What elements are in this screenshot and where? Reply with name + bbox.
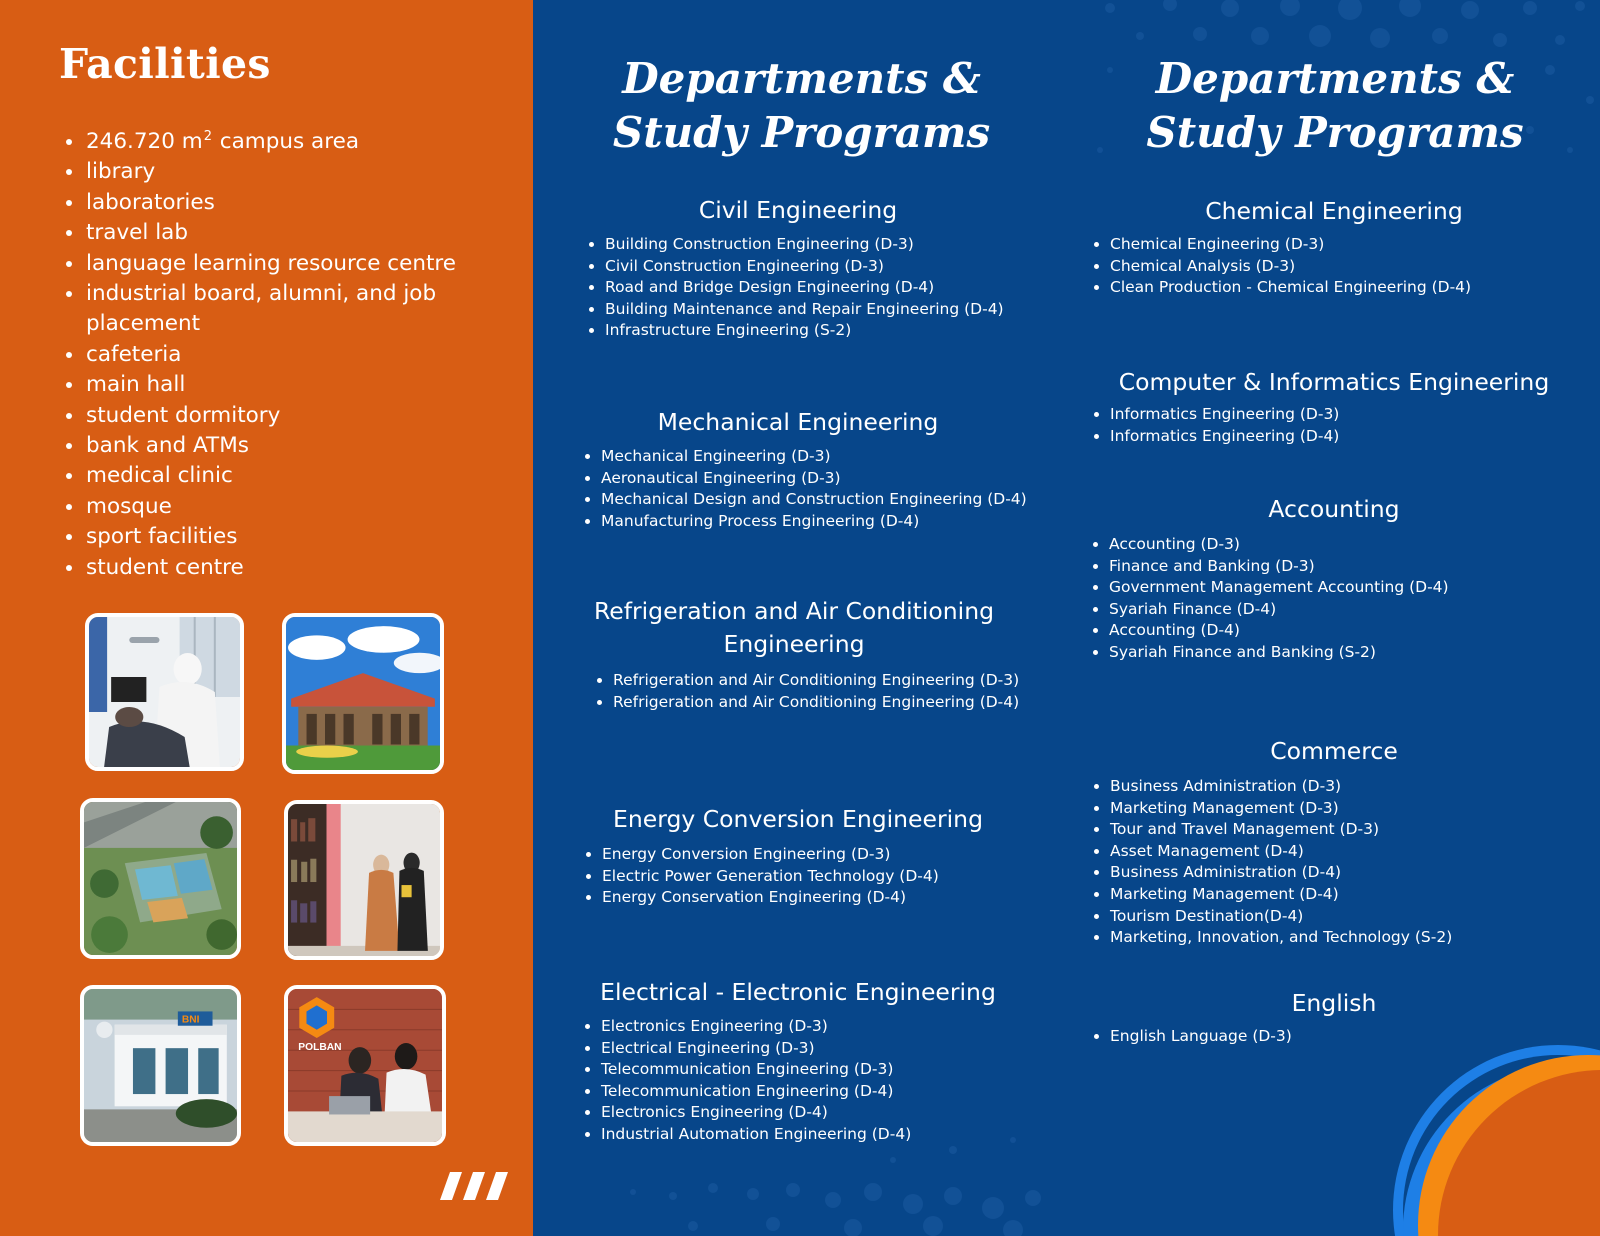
photo-bank-atm [80, 985, 241, 1146]
program-item: • Refrigeration and Air Conditioning Engineering (D-3) [613, 670, 1010, 692]
facility-item: • mosque [85, 492, 515, 522]
program-item: • Electronics Engineering (D-3) [601, 1016, 1048, 1038]
program-list [585, 234, 1048, 342]
program-item: • Electrical Engineering (D-3) [601, 1038, 1048, 1060]
departments-panel-1 [533, 0, 1070, 1236]
dept-english [1084, 987, 1584, 1048]
program-item: • Mechanical Design and Construction Engineering (D-4) [601, 489, 1048, 511]
dept-refrigeration-ac [578, 595, 1020, 713]
program-item: • Road and Bridge Design Engineering (D-4) [605, 277, 1048, 299]
program-item: • Marketing Management (D-3) [1110, 798, 1584, 820]
program-list [1090, 404, 1584, 447]
dept-electrical-electronic [548, 976, 1048, 1146]
facility-item: • language learning resource centre [85, 249, 515, 279]
dept-commerce [1084, 735, 1584, 949]
dept-heading: Civil Engineering [698, 196, 898, 224]
facility-item [85, 127, 515, 157]
facility-item: • industrial board, alumni, and job placement [85, 279, 515, 340]
dept-heading: Energy Conversion Engineering [613, 805, 983, 833]
program-item: • Telecommunication Engineering (D-3) [601, 1059, 1048, 1081]
program-item: • Syariah Finance (D-4) [1109, 599, 1584, 621]
facility-item: • student dormitory [85, 401, 515, 431]
dept-civil-engineering [548, 194, 1048, 342]
photo-sport-facilities [80, 798, 241, 959]
dept-accounting [1084, 493, 1584, 664]
program-item: • Tourism Destination(D-4) [1110, 906, 1584, 928]
facilities-list [60, 127, 515, 583]
facility-item: • main hall [85, 370, 515, 400]
title-line-2: Study Programs [612, 108, 991, 157]
program-item: • Energy Conservation Engineering (D-4) [602, 887, 1048, 909]
program-item: • Building Maintenance and Repair Engineering (D-4) [605, 299, 1048, 321]
departments-title-1 [533, 52, 1070, 160]
program-item: • Finance and Banking (D-3) [1109, 556, 1584, 578]
corner-circles-icon [1388, 1040, 1600, 1236]
dept-chemical-engineering [1084, 195, 1584, 299]
dept-heading: Mechanical Engineering [657, 408, 939, 436]
facility-item: • library [85, 157, 515, 187]
program-item: • Syariah Finance and Banking (S-2) [1109, 642, 1584, 664]
program-item: • Accounting (D-3) [1109, 534, 1584, 556]
facilities-title: Facilities [59, 40, 271, 88]
dept-heading: Refrigeration and Air Conditioning Engineering [593, 597, 995, 658]
dept-heading: Commerce [1270, 737, 1398, 765]
program-item: • Industrial Automation Engineering (D-4) [601, 1124, 1048, 1146]
program-item: • Chemical Engineering (D-3) [1110, 234, 1584, 256]
photo-main-hall [282, 613, 444, 774]
facility-item: • cafeteria [85, 340, 515, 370]
dept-heading: Accounting [1268, 495, 1400, 523]
program-item: • Tour and Travel Management (D-3) [1110, 819, 1584, 841]
program-item: • Business Administration (D-4) [1110, 862, 1584, 884]
facility-item: • medical clinic [85, 461, 515, 491]
program-item: • Aeronautical Engineering (D-3) [601, 468, 1048, 490]
dept-energy-conversion [548, 803, 1048, 909]
dept-mechanical-engineering [548, 406, 1048, 532]
facility-item: • laboratories [85, 188, 515, 218]
program-item: • Clean Production - Chemical Engineering (D-4) [1110, 277, 1584, 299]
program-item: • Informatics Engineering (D-3) [1110, 404, 1584, 426]
bni-sign-text: BNI [181, 1014, 200, 1026]
program-list [581, 1016, 1048, 1146]
program-item: • Manufacturing Process Engineering (D-4) [601, 511, 1048, 533]
program-list [593, 670, 1020, 713]
program-item: • Informatics Engineering (D-4) [1110, 426, 1584, 448]
campus-area-exponent: 2 [203, 129, 212, 144]
program-item: • Accounting (D-4) [1109, 620, 1584, 642]
program-item: • Energy Conversion Engineering (D-3) [602, 844, 1048, 866]
facility-item: • sport facilities [85, 522, 515, 552]
program-list [581, 446, 1048, 532]
title-line-1: Departments & [1155, 54, 1515, 103]
program-item: • Marketing, Innovation, and Technology (S-2) [1110, 927, 1584, 949]
photo-student-centre [284, 985, 446, 1146]
facility-item: • student centre [85, 553, 515, 583]
title-line-1: Departments & [622, 54, 981, 103]
dept-heading: English [1291, 989, 1377, 1017]
program-list [1090, 234, 1584, 299]
program-item: • Infrastructure Engineering (S-2) [605, 320, 1048, 342]
program-item: • Chemical Analysis (D-3) [1110, 256, 1584, 278]
photo-library [284, 800, 444, 960]
program-item: • Refrigeration and Air Conditioning Engineering (D-4) [613, 692, 1010, 714]
facility-item: • bank and ATMs [85, 431, 515, 461]
departments-title-2 [1070, 52, 1600, 160]
program-list [1090, 776, 1584, 949]
campus-area-value: 246.720 m [86, 129, 203, 154]
program-item: • Civil Construction Engineering (D-3) [605, 256, 1048, 278]
campus-area-suffix: campus area [212, 129, 359, 154]
program-item: • English Language (D-3) [1110, 1026, 1584, 1048]
dept-computer-informatics [1084, 366, 1584, 447]
program-item: • Asset Management (D-4) [1110, 841, 1584, 863]
program-item: • Business Administration (D-3) [1110, 776, 1584, 798]
dept-heading: Computer & Informatics Engineering [1118, 368, 1550, 396]
program-item: • Telecommunication Engineering (D-4) [601, 1081, 1048, 1103]
program-list [582, 844, 1048, 909]
program-item: • Government Management Accounting (D-4) [1109, 577, 1584, 599]
title-line-2: Study Programs [1146, 108, 1524, 157]
program-item: • Marketing Management (D-4) [1110, 884, 1584, 906]
program-item: • Building Construction Engineering (D-3) [605, 234, 1048, 256]
program-list [1089, 534, 1584, 664]
slash-mark-icon [440, 1172, 510, 1202]
dept-heading: Electrical - Electronic Engineering [600, 978, 996, 1006]
dept-heading: Chemical Engineering [1205, 197, 1463, 225]
facilities-panel [0, 0, 533, 1236]
program-item: • Mechanical Engineering (D-3) [601, 446, 1048, 468]
photo-medical-clinic [85, 613, 244, 771]
polban-logo-text: POLBAN [298, 1042, 342, 1054]
program-item: • Electric Power Generation Technology (D-4) [602, 866, 1048, 888]
program-item: • Electronics Engineering (D-4) [601, 1102, 1048, 1124]
facility-item: • travel lab [85, 218, 515, 248]
